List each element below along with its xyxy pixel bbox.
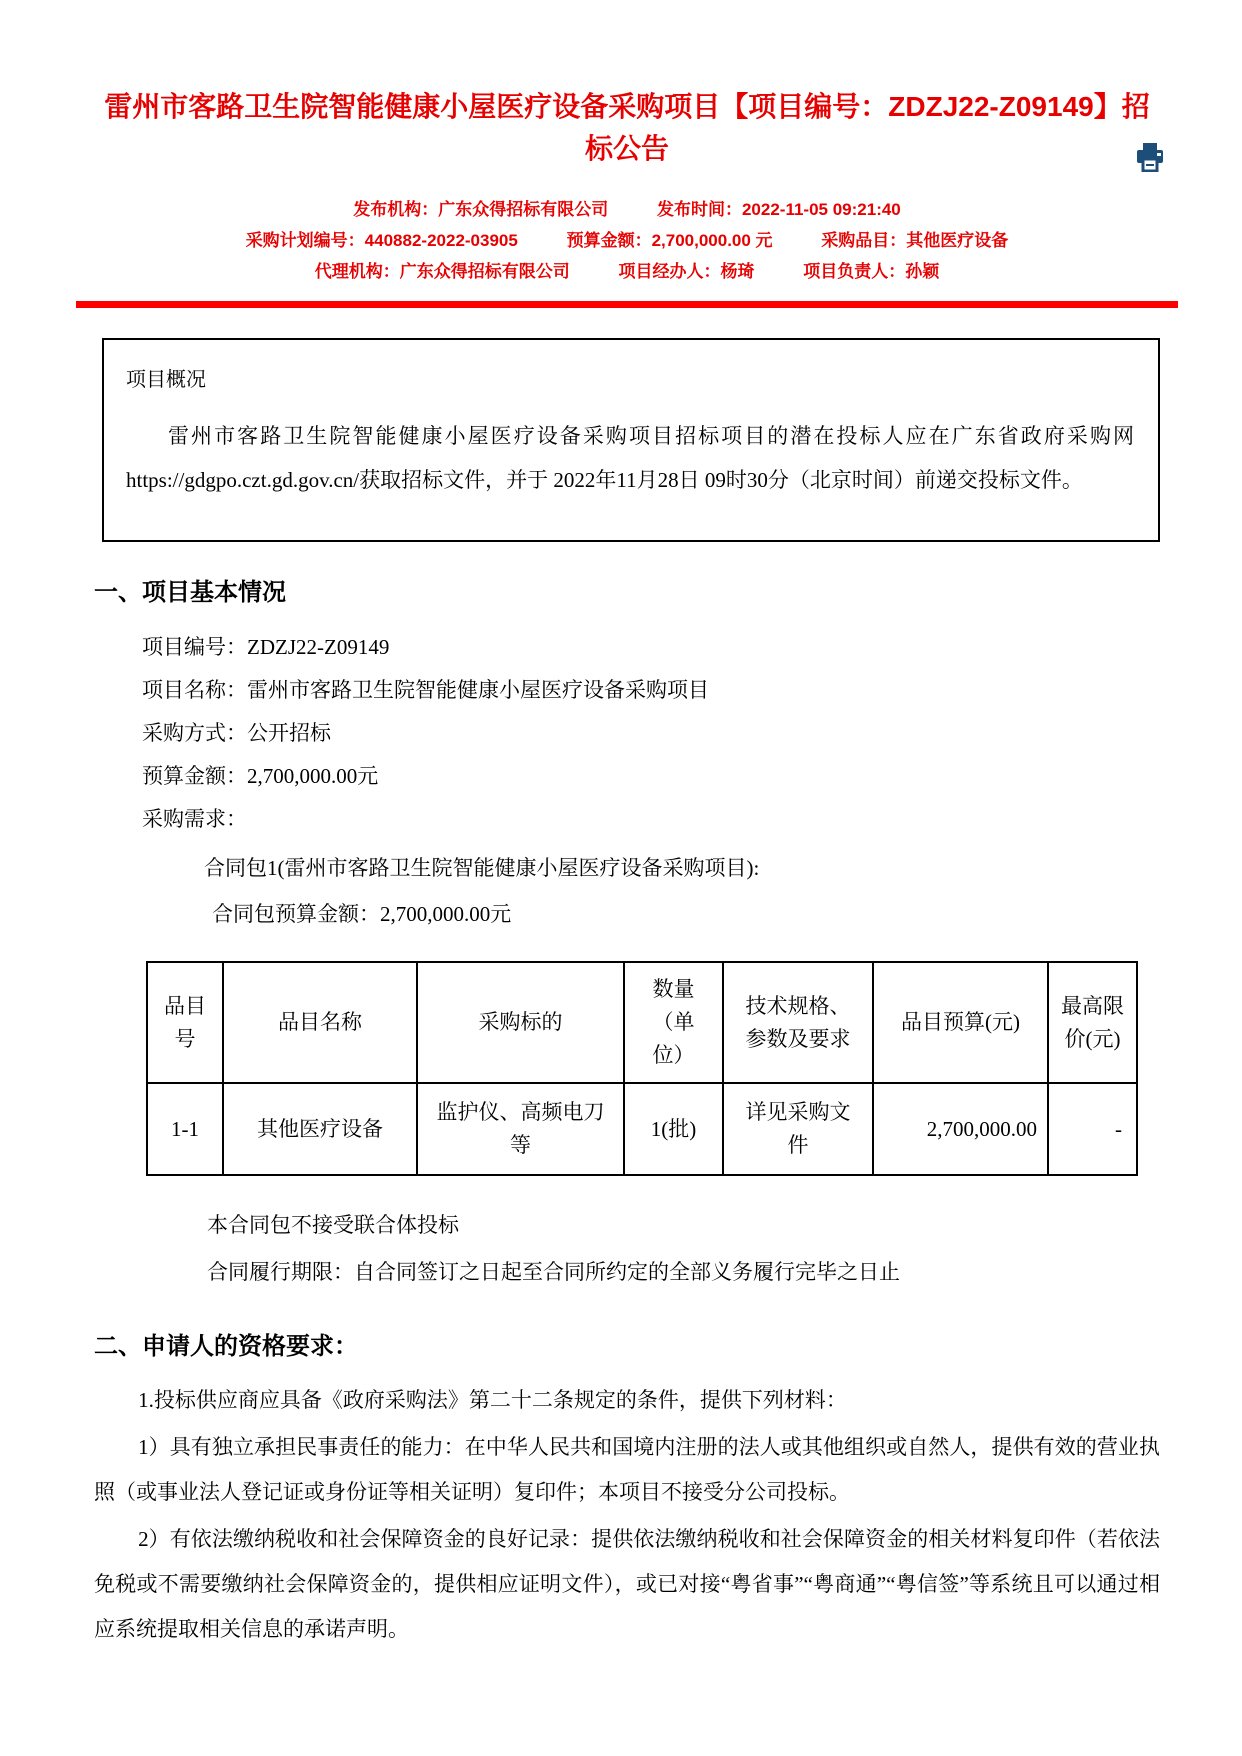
contract-package: 合同包1(雷州市客路卫生院智能健康小屋医疗设备采购项目): [204,856,760,880]
overview-body: 雷州市客路卫生院智能健康小屋医疗设备采购项目招标项目的潜在投标人应在广东省政府采购网https://gdgpo.czt.gd.gov.cn/获取招标文件，并于 2022年11月28日 09时30分（北京时间）前递交投标文件。 [126,424,1134,492]
plan-number: 采购计划编号：440882-2022-03905 [245,231,518,250]
items-table [146,961,1138,1176]
meta-row-1 [92,194,1162,225]
meta-row-2 [92,225,1162,256]
budget-amount: 预算金额：2,700,000.00 元 [566,231,773,250]
project-leader: 项目负责人：孙颖 [803,262,940,281]
print-button[interactable] [1134,142,1166,172]
procurement-category: 采购品目：其他医疗设备 [821,231,1009,250]
cell-procurement-target: 监护仪、高频电刀等 [417,1083,624,1175]
th-quantity: 数量（单位） [624,962,723,1083]
publisher: 发布机构：广东众得招标有限公司 [353,200,609,219]
procurement-method: 采购方式：公开招标 [142,721,331,745]
cell-item-budget: 2,700,000.00 [873,1083,1048,1175]
overview-heading: 项目概况 [126,369,206,391]
th-procurement-target: 采购标的 [417,962,624,1083]
publish-time: 发布时间：2022-11-05 09:21:40 [656,200,901,219]
project-details [92,626,1162,937]
contract-period-note: 合同履行期限：自合同签订之日起至合同所约定的全部义务履行完毕之日止 [207,1260,900,1284]
project-number: 项目编号：ZDZJ22-Z09149 [142,635,390,659]
page-title [92,86,1162,170]
table-header-row [147,962,1137,1083]
th-tech-spec: 技术规格、参数及要求 [723,962,873,1083]
th-item-no: 品目号 [147,962,223,1083]
cell-tech-spec: 详见采购文件 [723,1083,873,1175]
cell-max-price: - [1048,1083,1137,1175]
section1-heading: 一、项目基本情况 [94,580,286,606]
agency: 代理机构：广东众得招标有限公司 [314,262,570,281]
th-item-budget: 品目预算(元) [873,962,1048,1083]
project-handler: 项目经办人：杨琦 [618,262,755,281]
qualification-intro: 1.投标供应商应具备《政府采购法》第二十二条规定的条件，提供下列材料： [138,1388,847,1412]
qualification-item-2: 2）有依法缴纳税收和社会保障资金的良好记录：提供依法缴纳税收和社会保障资金的相关材料复印件（若依法免税或不需要缴纳社会保障资金的，提供相应证明文件），或已对接“粤省事”“粤商通”“粤信签”等系统且可以通过相应系统提取相关信息的承诺声明。 [94,1527,1160,1641]
cell-quantity: 1(批) [624,1083,723,1175]
red-divider [76,301,1178,308]
meta-block [92,194,1162,287]
qualification-item-1: 1）具有独立承担民事责任的能力：在中华人民共和国境内注册的法人或其他组织或自然人，提供有效的营业执照（或事业法人登记证或身份证等相关证明）复印件；本项目不接受分公司投标。 [94,1435,1160,1504]
project-name: 项目名称：雷州市客路卫生院智能健康小屋医疗设备采购项目 [142,678,709,702]
project-overview-box [102,338,1160,542]
page-title-text: 雷州市客路卫生院智能健康小屋医疗设备采购项目【项目编号：ZDZJ22-Z09149】招标公告 [104,91,1150,164]
th-item-name: 品目名称 [223,962,417,1083]
contract-package-budget: 合同包预算金额：2,700,000.00元 [212,902,512,926]
th-max-price: 最高限价(元) [1048,962,1137,1083]
meta-row-3 [92,256,1162,287]
cell-item-name: 其他医疗设备 [223,1083,417,1175]
printer-icon [1134,160,1166,175]
procurement-demand: 采购需求： [142,807,247,831]
qualification-paragraphs [92,1378,1162,1652]
section2-heading: 二、申请人的资格要求： [94,1334,358,1360]
table-row [147,1083,1137,1175]
table-notes [92,1202,1162,1296]
cell-item-no: 1-1 [147,1083,223,1175]
budget-line: 预算金额：2,700,000.00元 [142,764,379,788]
no-consortium-note: 本合同包不接受联合体投标 [207,1213,459,1237]
